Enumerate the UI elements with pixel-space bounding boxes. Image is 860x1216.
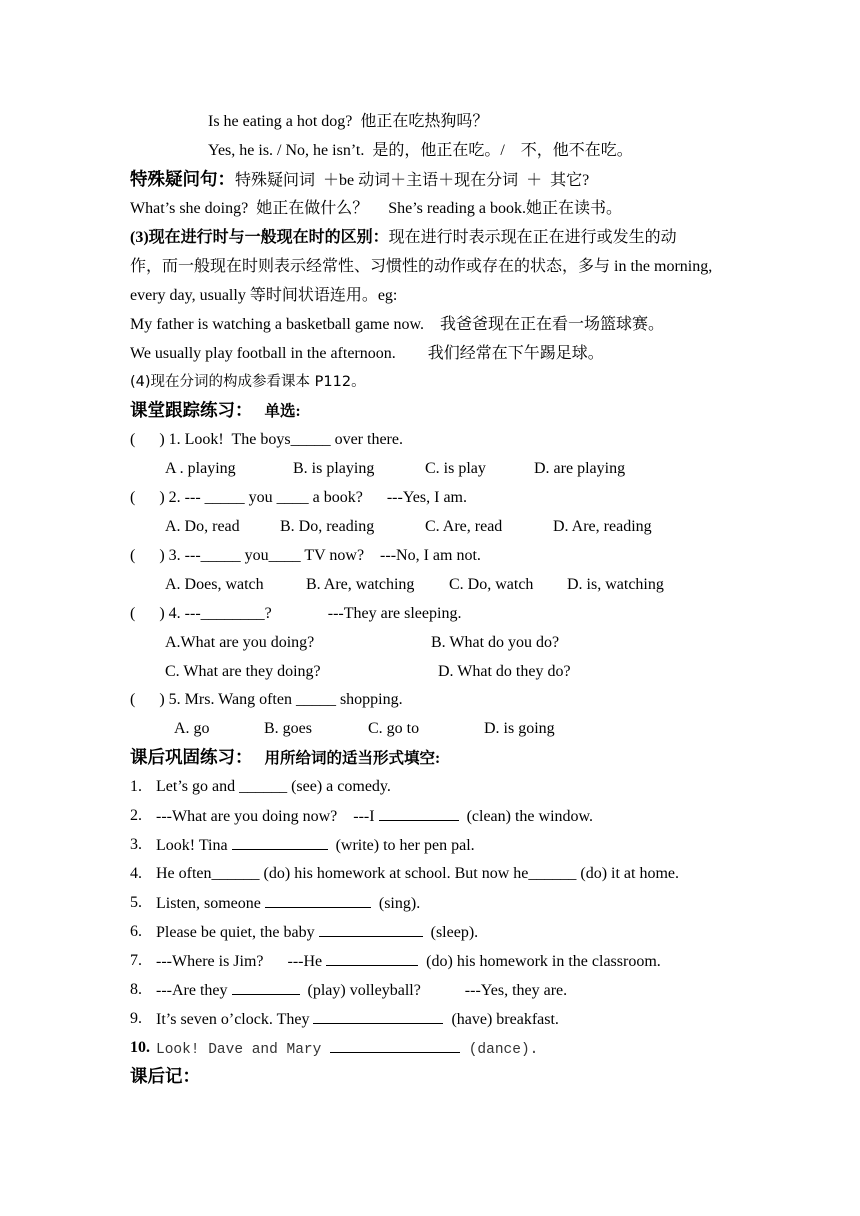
- class-practice-subheading: 单选:: [264, 403, 301, 420]
- after-class-subheading: 用所给词的适当形式填空:: [264, 750, 441, 767]
- mc-q4-option-b: B. What do you do?: [431, 634, 560, 651]
- difference-example-1: My father is watching a basketball game now. 我爸爸现在正在看一场篮球赛。: [130, 316, 664, 333]
- mc-q4-option-d: D. What do they do?: [438, 663, 571, 680]
- fill-item-2: ---What are you doing now? ---I (clean) the window.: [156, 808, 594, 825]
- mc-q5-option-a: A. go: [174, 720, 210, 737]
- fill-item-9-num: 9.: [130, 1010, 142, 1027]
- fill-item-3-num: 3.: [130, 836, 142, 853]
- fill-item-4-text: He often______ (do) his homework at school. But now he______ (do) it at home.: [156, 865, 680, 882]
- fill-item-7: ---Where is Jim? ---He (do) his homework in the classroom.: [156, 953, 661, 970]
- mc-q1-option-d: D. are playing: [534, 460, 626, 477]
- difference-heading: (3)现在进行时与一般现在时的区别：: [130, 229, 389, 246]
- after-class-title: [130, 747, 440, 769]
- fill-item-9: It’s seven o’clock. They (have) breakfast.: [156, 1011, 559, 1028]
- fill-item-7-num: 7.: [130, 952, 142, 969]
- yn-question-example: Is he eating a hot dog? 他正在吃热狗吗？: [208, 113, 489, 130]
- mc-q1-option-b: B. is playing: [293, 460, 375, 477]
- difference-line-2: 作，而一般现在时则表示经常性、习惯性的动作或存在的状态，多与 in the morning,: [130, 258, 713, 275]
- mc-q3-option-d: D. is, watching: [567, 576, 664, 593]
- difference-line-3: every day, usually 等时间状语连用。eg:: [130, 287, 398, 304]
- answer-blank[interactable]: [232, 835, 328, 850]
- fill-item-5-num: 5.: [130, 894, 142, 911]
- fill-item-6: Please be quiet, the baby (sleep).: [156, 924, 479, 941]
- mc-q2-option-d: D. Are, reading: [553, 518, 652, 535]
- mc-q3-option-c: C. Do, watch: [449, 576, 534, 593]
- mc-q5-option-b: B. goes: [264, 720, 312, 737]
- difference-line-1: [130, 228, 677, 248]
- fill-item-8: ---Are they (play) volleyball? ---Yes, they are.: [156, 982, 568, 999]
- mc-q2-option-b: B. Do, reading: [280, 518, 375, 535]
- mc-q2-option-c: C. Are, read: [425, 518, 503, 535]
- special-question-example: What’s she doing? 她正在做什么？ She’s reading a book.她正在读书。: [130, 200, 622, 217]
- fill-item-10: Look! Dave and Mary (dance).: [156, 1038, 538, 1060]
- mc-q2-option-a: A. Do, read: [165, 518, 240, 535]
- special-question-formula: 特殊疑问词 ＋be 动词＋主语＋现在分词 ＋ 其它?: [235, 172, 590, 189]
- fill-item-1-text: Let’s go and ______ (see) a comedy.: [156, 778, 391, 795]
- answer-blank[interactable]: [379, 806, 459, 821]
- yn-answer-example: Yes, he is. / No, he isn’t. 是的，他正在吃。/ 不，他不在吃。: [208, 142, 633, 159]
- answer-blank[interactable]: [265, 893, 371, 908]
- mc-q5-option-c: C. go to: [368, 720, 420, 737]
- mc-question-4: ( ) 4. ---________? ---They are sleeping.: [130, 605, 462, 622]
- mc-q5-option-d: D. is going: [484, 720, 555, 737]
- answer-blank[interactable]: [232, 980, 300, 995]
- mc-question-3: ( ) 3. ---_____ you____ TV now? ---No, I am not.: [130, 547, 481, 564]
- answer-blank[interactable]: [319, 922, 423, 937]
- difference-example-2: We usually play football in the afternoon. 我们经常在下午踢足球。: [130, 345, 604, 362]
- mc-question-5: ( ) 5. Mrs. Wang often _____ shopping.: [130, 691, 403, 708]
- mc-q1-option-a: A . playing: [165, 460, 236, 477]
- after-class-heading: 课后巩固练习：: [130, 747, 253, 767]
- answer-blank[interactable]: [326, 951, 418, 966]
- mc-q4-option-c: C. What are they doing?: [165, 663, 321, 680]
- fill-item-8-num: 8.: [130, 981, 142, 998]
- fill-item-3: Look! Tina (write) to her pen pal.: [156, 837, 475, 854]
- mc-q4-option-a: A.What are you doing?: [165, 634, 315, 651]
- mc-question-2: ( ) 2. --- _____ you ____ a book? ---Yes, I am.: [130, 489, 467, 506]
- answer-blank[interactable]: [313, 1009, 443, 1024]
- special-question-heading: 特殊疑问句：: [130, 169, 235, 189]
- fill-item-10-num: 10.: [130, 1039, 150, 1056]
- fill-item-2-num: 2.: [130, 807, 142, 824]
- mc-q1-option-c: C. is play: [425, 460, 486, 477]
- fill-item-4-num: 4.: [130, 865, 142, 882]
- mc-q3-option-a: A. Does, watch: [165, 576, 264, 593]
- notes-heading: 课后记：: [130, 1066, 200, 1086]
- participle-note: (4)现在分词的构成参看课本 P112。: [130, 374, 366, 390]
- fill-item-5: Listen, someone (sing).: [156, 895, 421, 912]
- mc-question-1: ( ) 1. Look! The boys_____ over there.: [130, 431, 403, 448]
- class-practice-heading: 课堂跟踪练习：: [130, 400, 253, 420]
- fill-item-6-num: 6.: [130, 923, 142, 940]
- mc-q3-option-b: B. Are, watching: [306, 576, 415, 593]
- answer-blank[interactable]: [330, 1038, 460, 1053]
- fill-item-1-num: 1.: [130, 778, 142, 795]
- class-practice-title: [130, 400, 301, 422]
- special-question-line: [130, 169, 589, 191]
- difference-text-1: 现在进行时表示现在正在进行或发生的动: [388, 229, 677, 246]
